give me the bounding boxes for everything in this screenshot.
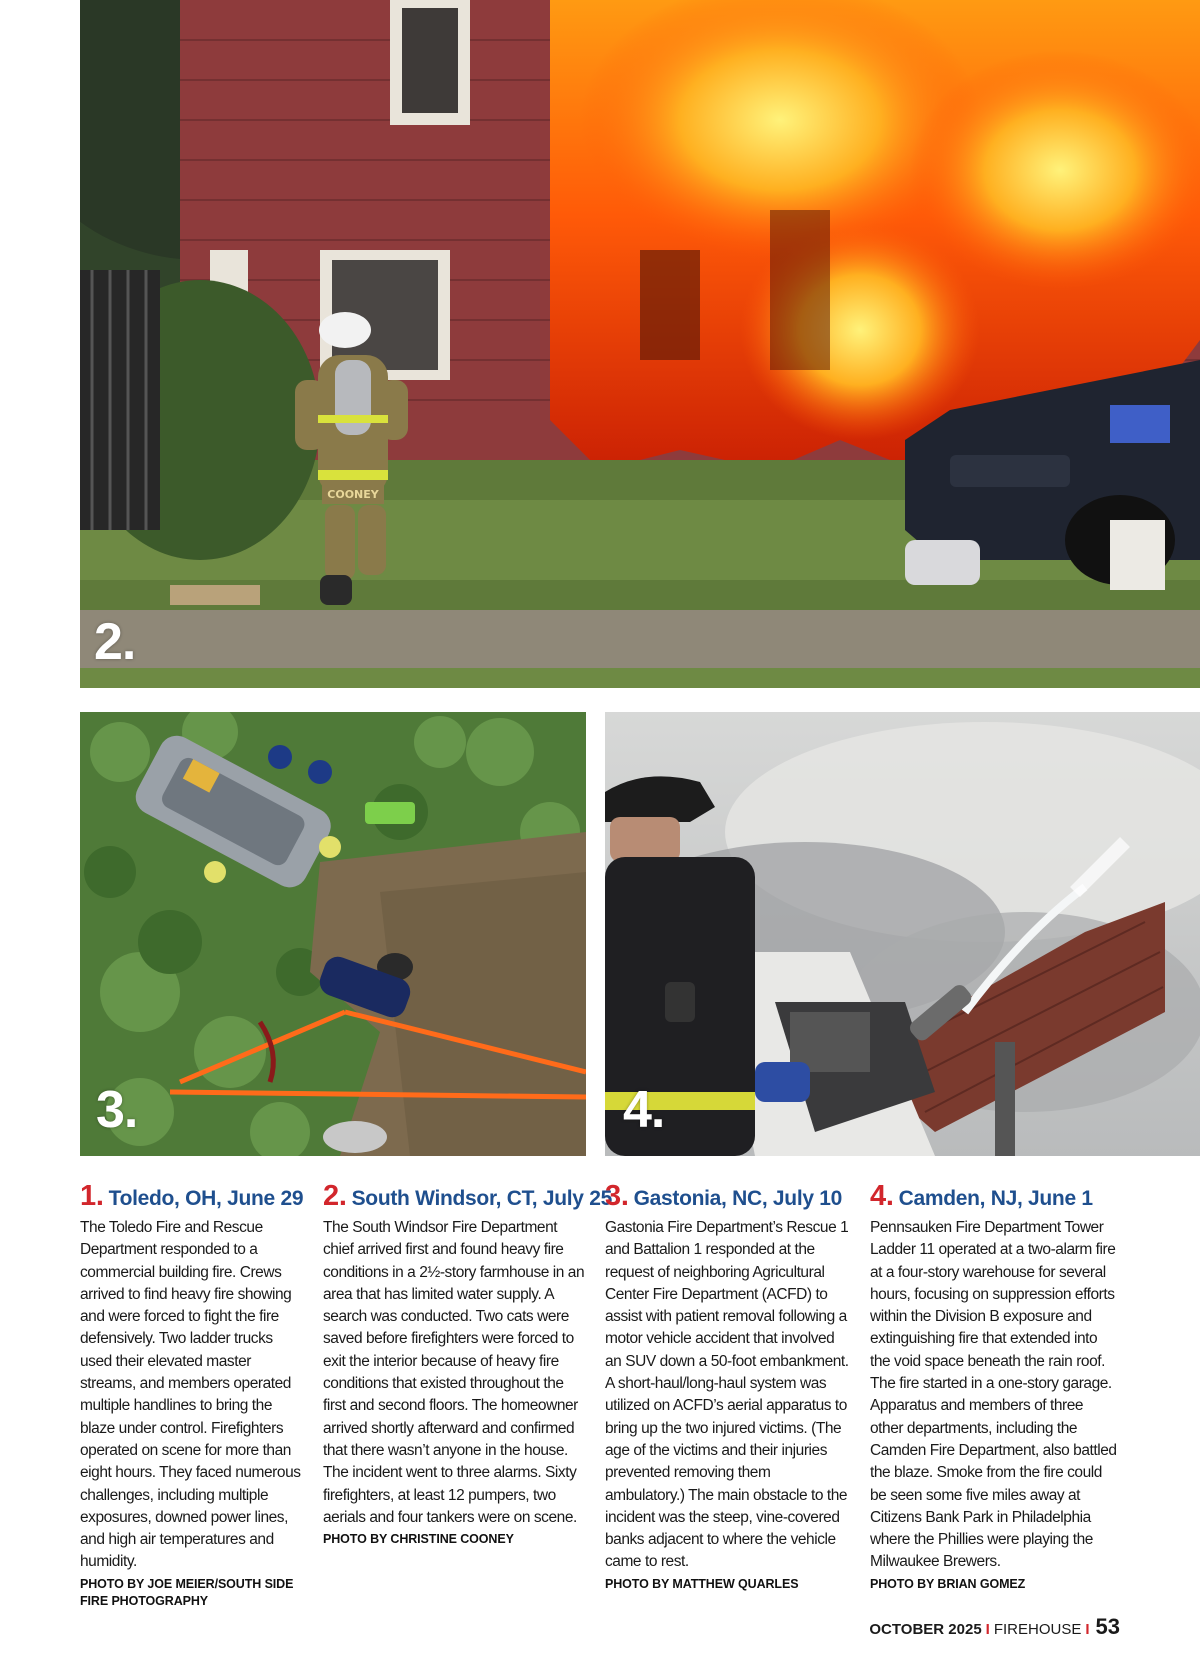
photo-credit: PHOTO BY BRIAN GOMEZ (870, 1576, 1026, 1591)
photo-number: 3. (96, 1081, 138, 1139)
article-number: 4. (870, 1180, 894, 1212)
article-south-windsor (323, 1180, 612, 1548)
article-body: The Toledo Fire and Rescue Department responded to a commercial building fire. Crews arrived to find heavy fire showing and were forced to fight the fire defensively. Two ladder trucks used their elevated master streams, and members operated multiple handlines to bring the blaze under control. Firefighters operated on scene for more than eight hours. They faced numerous challenges, including multiple exposures, downed power lines, and high air temperatures and humidity. (80, 1219, 301, 1571)
article-heading (323, 1180, 612, 1213)
photo-credit: PHOTO BY JOE MEIER/SOUTH SIDE FIRE PHOTOGRAPHY (80, 1576, 294, 1608)
article-gastonia (605, 1180, 849, 1593)
article-number: 2. (323, 1180, 347, 1212)
photo-embankment-rescue (80, 712, 586, 1156)
helmet-name-tag: COONEY (327, 488, 379, 501)
article-body: Pennsauken Fire Department Tower Ladder 11 operated at a two-alarm fire at a four-story warehouse for several hours, focusing on suppression efforts within the Division B exposure and extinguishing fire that extended into the void space beneath the rain roof. The fire started in a one-story garage. Apparatus and members of three other departments, including the Camden Fire Department, also battled the blaze. Smoke from the fire could be seen some five miles away at Citizens Bank Park in Philadelphia where the Phillies were playing the Milwaukee Brewers. (870, 1219, 1117, 1571)
article-toledo (80, 1180, 306, 1610)
page-number: 53 (1095, 1614, 1120, 1639)
article-title: Toledo, OH, June 29 (108, 1187, 304, 1210)
photo-ladder-master-stream (605, 712, 1200, 1156)
photo-number: 4. (623, 1081, 665, 1139)
article-body: Gastonia Fire Department’s Rescue 1 and Battalion 1 responded at the request of neighboring Agricultural Center Fire Department (ACFD) to assist with patient removal following a motor vehicle accident that involved an SUV down a 50-foot embankment. A short-haul/long-haul system was utilized on ACFD’s aerial apparatus to bring up the two injured victims. (The age of the victims and their injuries prevented removing them ambulatory.) The main obstacle to the incident was the steep, vine-covered banks adjacent to where the vehicle came to rest. (605, 1219, 849, 1571)
article-number: 1. (80, 1180, 104, 1212)
footer-separator: I (985, 1621, 990, 1638)
article-heading (870, 1180, 1120, 1213)
photo-number: 2. (94, 613, 136, 671)
issue-date: OCTOBER 2025 (869, 1621, 982, 1638)
magazine-name: FIREHOUSE (993, 1621, 1082, 1638)
article-body: The South Windsor Fire Department chief arrived first and found heavy fire conditions in a 2½-story farmhouse in an area that has limited water supply. A search was conducted. Two cats were saved before firefighters were forced to exit the interior because of heavy fire conditions that existed throughout the first and second floors. The homeowner arrived shortly afterward and confirmed that there wasn’t anyone in the house. The incident went to three alarms. Sixty firefighters, at least 12 pumpers, two aerials and four tankers were on scene. (323, 1219, 585, 1526)
article-camden (870, 1180, 1120, 1593)
article-heading (80, 1180, 306, 1213)
photo-house-fire (80, 0, 1200, 688)
page-footer (869, 1614, 1120, 1640)
article-title: Camden, NJ, June 1 (898, 1187, 1093, 1210)
photo-credit: PHOTO BY CHRISTINE COONEY (323, 1532, 514, 1547)
article-title: South Windsor, CT, July 25 (351, 1187, 612, 1210)
article-title: Gastonia, NC, July 10 (633, 1187, 843, 1210)
article-heading (605, 1180, 849, 1213)
footer-separator: I (1085, 1621, 1090, 1638)
photo-credit: PHOTO BY MATTHEW QUARLES (605, 1576, 799, 1591)
article-number: 3. (605, 1180, 629, 1212)
